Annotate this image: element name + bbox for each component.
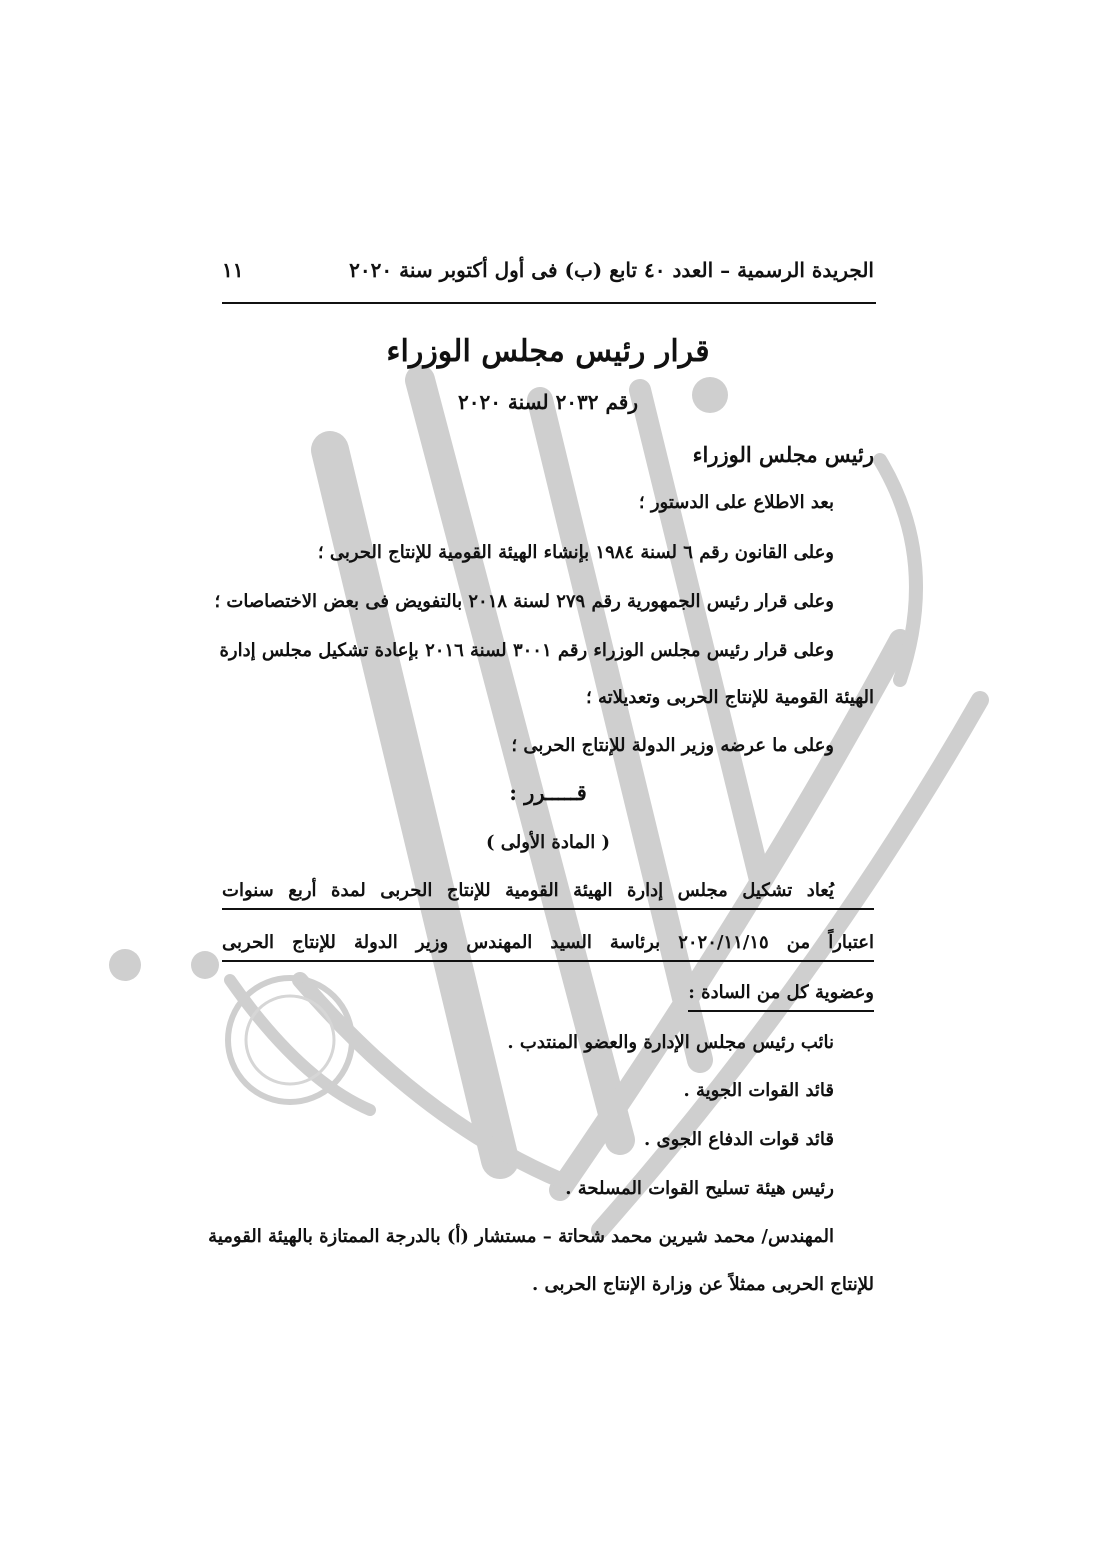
issuer-heading: رئيس مجلس الوزراء [692, 442, 874, 467]
article-line-wrapper [222, 980, 874, 1012]
preamble-line: وعلى قرار رئيس مجلس الوزراء رقم ٣٠٠١ لسنة ٢٠١٦ بإعادة تشكيل مجلس إدارة [219, 640, 834, 661]
preamble-line: وعلى ما عرضه وزير الدولة للإنتاج الحربى ؛ [511, 735, 834, 756]
engineer-line: المهندس/ محمد شيرين محمد شحاتة – مستشار (أ) بالدرجة الممتازة بالهيئة القومية [208, 1226, 834, 1247]
article-line: اعتباراً من ٢٠٢٠/١١/١٥ برئاسة السيد المهندس وزير الدولة للإنتاج الحربى [222, 930, 874, 962]
decree-title: قرار رئيس مجلس الوزراء [386, 334, 710, 369]
preamble-line: وعلى القانون رقم ٦ لسنة ١٩٨٤ بإنشاء الهيئة القومية للإنتاج الحربى ؛ [317, 542, 834, 563]
decree-number: رقم ٢٠٣٢ لسنة ٢٠٢٠ [457, 390, 639, 414]
gazette-header-title: الجريدة الرسمية – العدد ٤٠ تابع (ب) فى أول أكتوبر سنة ٢٠٢٠ [349, 258, 874, 282]
article-title: ( المادة الأولى ) [485, 832, 611, 853]
decided-heading: قـــــرر : [509, 780, 587, 805]
preamble-line: بعد الاطلاع على الدستور ؛ [638, 492, 834, 513]
gazette-header [222, 258, 874, 282]
preamble-line: وعلى قرار رئيس الجمهورية رقم ٢٧٩ لسنة ٢٠١٨ بالتفويض فى بعض الاختصاصات ؛ [214, 591, 834, 612]
member-item: قائد القوات الجوية . [683, 1080, 834, 1101]
header-divider [222, 302, 876, 304]
member-item: رئيس هيئة تسليح القوات المسلحة . [565, 1178, 834, 1199]
member-item: نائب رئيس مجلس الإدارة والعضو المنتدب . [507, 1032, 834, 1053]
engineer-line: للإنتاج الحربى ممثلاً عن وزارة الإنتاج الحربى . [532, 1274, 874, 1295]
member-item: قائد قوات الدفاع الجوى . [644, 1129, 834, 1150]
article-line: وعضوية كل من السادة : [688, 980, 874, 1012]
article-line: يُعاد تشكيل مجلس إدارة الهيئة القومية للإنتاج الحربى لمدة أربع سنوات [222, 878, 874, 910]
page-number: ١١ [222, 258, 244, 282]
preamble-line: الهيئة القومية للإنتاج الحربى وتعديلاته ؛ [585, 687, 874, 708]
